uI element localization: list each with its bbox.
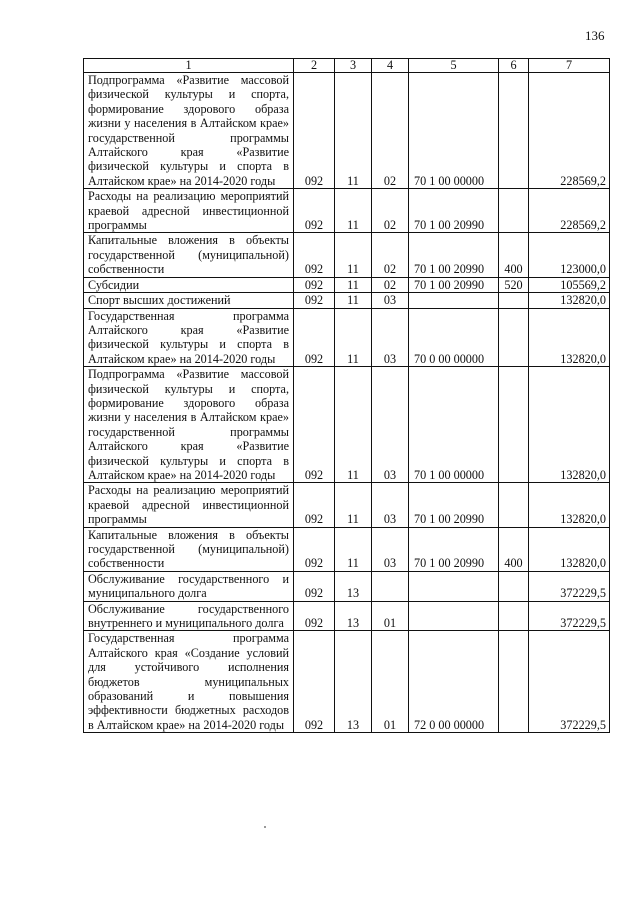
row-subsection: 01	[372, 631, 409, 733]
row-ministry-code: 092	[294, 189, 335, 233]
row-ministry-code: 092	[294, 293, 335, 308]
row-target-article: 70 1 00 00000	[409, 367, 499, 483]
header-col-1: 1	[84, 59, 294, 73]
header-col-4: 4	[372, 59, 409, 73]
row-section: 11	[335, 527, 372, 571]
scan-speck	[264, 826, 266, 828]
row-amount: 132820,0	[529, 527, 610, 571]
row-subsection: 02	[372, 233, 409, 277]
table-row	[84, 73, 610, 189]
row-target-article: 72 0 00 00000	[409, 631, 499, 733]
header-col-5: 5	[409, 59, 499, 73]
row-name: Подпрограмма «Развитие массовой физической культуры и спорта, формирование здорового образа жизни у населения в Алтайском крае» государственной программы Алтайского края «Развитие физической культуры и спорта в Алтайском крае» на 2014-2020 годы	[84, 367, 294, 483]
row-target-article: 70 0 00 00000	[409, 308, 499, 367]
header-col-3: 3	[335, 59, 372, 73]
row-name: Капитальные вложения в объекты государственной (муниципальной) собственности	[84, 527, 294, 571]
row-amount: 123000,0	[529, 233, 610, 277]
table-row	[84, 367, 610, 483]
row-amount: 372229,5	[529, 601, 610, 631]
row-amount: 132820,0	[529, 367, 610, 483]
row-name: Обслуживание государственного внутреннего и муниципального долга	[84, 601, 294, 631]
row-ministry-code: 092	[294, 308, 335, 367]
row-subsection: 02	[372, 73, 409, 189]
row-expense-type: 400	[499, 527, 529, 571]
row-expense-type	[499, 601, 529, 631]
row-subsection: 01	[372, 601, 409, 631]
row-target-article: 70 1 00 20990	[409, 233, 499, 277]
row-ministry-code: 092	[294, 527, 335, 571]
row-target-article	[409, 601, 499, 631]
row-section: 13	[335, 631, 372, 733]
row-ministry-code: 092	[294, 233, 335, 277]
table-row	[84, 189, 610, 233]
row-amount: 132820,0	[529, 483, 610, 527]
row-expense-type	[499, 73, 529, 189]
row-amount: 132820,0	[529, 293, 610, 308]
header-col-2: 2	[294, 59, 335, 73]
table-row	[84, 631, 610, 733]
row-section: 11	[335, 367, 372, 483]
row-subsection: 03	[372, 367, 409, 483]
row-section: 11	[335, 277, 372, 292]
row-section: 13	[335, 601, 372, 631]
row-subsection: 03	[372, 293, 409, 308]
table-row	[84, 571, 610, 601]
row-ministry-code: 092	[294, 73, 335, 189]
table-row	[84, 527, 610, 571]
row-name: Субсидии	[84, 277, 294, 292]
row-section: 11	[335, 308, 372, 367]
table-row	[84, 233, 610, 277]
row-section: 11	[335, 233, 372, 277]
row-amount: 372229,5	[529, 631, 610, 733]
budget-table	[83, 58, 610, 733]
row-name: Обслуживание государственного и муниципального долга	[84, 571, 294, 601]
row-subsection	[372, 571, 409, 601]
row-expense-type	[499, 189, 529, 233]
table-row	[84, 293, 610, 308]
row-name: Государственная программа Алтайского края «Развитие физической культуры и спорта в Алтайском крае» на 2014-2020 годы	[84, 308, 294, 367]
row-name: Государственная программа Алтайского края «Создание условий для устойчивого исполнения бюджетов муниципальных образований и повышения эффективности бюджетных расходов в Алтайском крае» на 2014-2020 годы	[84, 631, 294, 733]
row-ministry-code: 092	[294, 483, 335, 527]
row-section: 11	[335, 189, 372, 233]
table-row	[84, 483, 610, 527]
row-expense-type	[499, 631, 529, 733]
row-target-article: 70 1 00 20990	[409, 483, 499, 527]
row-expense-type	[499, 308, 529, 367]
row-expense-type	[499, 367, 529, 483]
row-expense-type	[499, 571, 529, 601]
row-ministry-code: 092	[294, 277, 335, 292]
row-amount: 132820,0	[529, 308, 610, 367]
row-amount: 372229,5	[529, 571, 610, 601]
table-row	[84, 277, 610, 292]
row-target-article: 70 1 00 00000	[409, 73, 499, 189]
row-target-article: 70 1 00 20990	[409, 527, 499, 571]
row-target-article	[409, 293, 499, 308]
row-expense-type: 520	[499, 277, 529, 292]
row-section: 11	[335, 483, 372, 527]
row-name: Подпрограмма «Развитие массовой физической культуры и спорта, формирование здорового образа жизни у населения в Алтайском крае» государственной программы Алтайского края «Развитие физической культуры и спорта в Алтайском крае» на 2014-2020 годы	[84, 73, 294, 189]
row-target-article	[409, 571, 499, 601]
row-ministry-code: 092	[294, 367, 335, 483]
row-name: Спорт высших достижений	[84, 293, 294, 308]
row-amount: 228569,2	[529, 189, 610, 233]
row-amount: 105569,2	[529, 277, 610, 292]
page-number: 136	[585, 28, 605, 43]
row-section: 11	[335, 293, 372, 308]
header-row	[84, 59, 610, 73]
table-row	[84, 601, 610, 631]
row-expense-type: 400	[499, 233, 529, 277]
row-name: Расходы на реализацию мероприятий краевой адресной инвестиционной программы	[84, 189, 294, 233]
row-subsection: 02	[372, 189, 409, 233]
table-row	[84, 308, 610, 367]
row-section: 11	[335, 73, 372, 189]
row-section: 13	[335, 571, 372, 601]
row-ministry-code: 092	[294, 571, 335, 601]
header-col-6: 6	[499, 59, 529, 73]
row-target-article: 70 1 00 20990	[409, 189, 499, 233]
row-ministry-code: 092	[294, 631, 335, 733]
row-expense-type	[499, 293, 529, 308]
row-ministry-code: 092	[294, 601, 335, 631]
row-name: Расходы на реализацию мероприятий краевой адресной инвестиционной программы	[84, 483, 294, 527]
row-target-article: 70 1 00 20990	[409, 277, 499, 292]
row-subsection: 03	[372, 527, 409, 571]
row-amount: 228569,2	[529, 73, 610, 189]
row-subsection: 03	[372, 483, 409, 527]
row-expense-type	[499, 483, 529, 527]
header-col-7: 7	[529, 59, 610, 73]
row-subsection: 03	[372, 308, 409, 367]
row-subsection: 02	[372, 277, 409, 292]
row-name: Капитальные вложения в объекты государственной (муниципальной) собственности	[84, 233, 294, 277]
